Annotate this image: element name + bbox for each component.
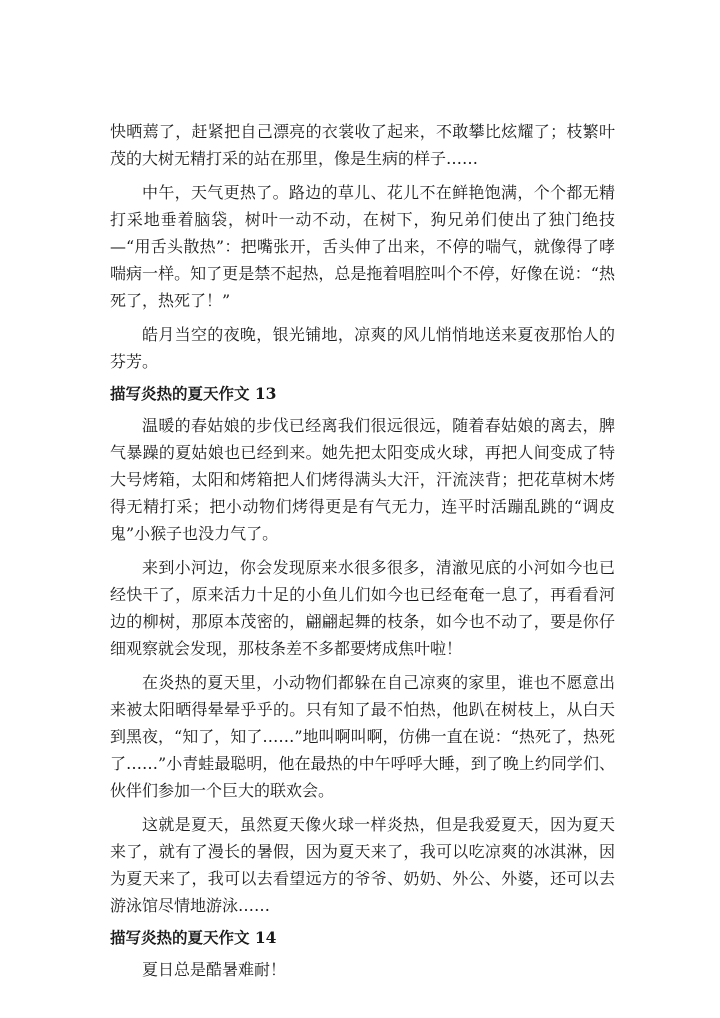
- essay-heading-14: 描写炎热的夏天作文 14: [110, 928, 277, 947]
- document-page: [110, 118, 615, 990]
- paragraph-wilted-continuation: 快晒蔫了，赶紧把自己漂亮的衣裳收了起来，不敢攀比炫耀了；枝繁叶茂的大树无精打采的站在那里，像是生病的样子……: [110, 122, 615, 168]
- paragraph-river: 来到小河边，你会发现原来水很多很多，清澈见底的小河如今也已经快干了，原来活力十足的小鱼儿们如今也已经奄奄一息了，再看看河边的柳树，那原本茂密的，翩翩起舞的枝条，如今也不动了，要是你仔细观察就会发现，那枝条差不多都要烤成焦叶啦！: [110, 558, 615, 658]
- paragraph-animals: 在炎热的夏天里，小动物们都躲在自己凉爽的家里，谁也不愿意出来被太阳晒得晕晕乎乎的。只有知了最不怕热，他趴在树枝上，从白天到黑夜，“知了，知了……”地叫啊叫啊，仿佛一直在说：“热死了，热死了……”小青蛙最聪明，他在最热的中午呼呼大睡，到了晚上约同学们、伙伴们参加一个巨大的联欢会。: [110, 673, 615, 800]
- essay-heading-13: 描写炎热的夏天作文 13: [110, 384, 277, 403]
- paragraph-noon-heat: 中午，天气更热了。路边的草儿、花儿不在鲜艳饱满，个个都无精打采地垂着脑袋，树叶一动不动，在树下，狗兄弟们使出了独门绝技—“用舌头散热”：把嘴张开，舌头伸了出来，不停的喘气，就像得了哮喘病一样。知了更是禁不起热，总是拖着唱腔叫个不停，好像在说：“热死了，热死了！”: [110, 183, 615, 310]
- paragraph-love-summer: 这就是夏天，虽然夏天像火球一样炎热，但是我爱夏天，因为夏天来了，就有了漫长的暑假，因为夏天来了，我可以吃凉爽的冰淇淋，因为夏天来了，我可以去看望远方的爷爷、奶奶、外公、外婆，还可以去游泳馆尽情地游泳……: [110, 815, 615, 915]
- paragraph-moonlit-night: 皓月当空的夜晚，银光铺地，凉爽的风儿悄悄地送来夏夜那怡人的芬芳。: [110, 325, 615, 371]
- paragraph-summer-arrives: 温暖的春姑娘的步伐已经离我们很远很远，随着春姑娘的离去，脾气暴躁的夏姑娘也已经到来。她先把太阳变成火球，再把人间变成了特大号烤箱，太阳和烤箱把人们烤得满头大汗，汗流浃背；把花草树木烤得无精打采；把小动物们烤得更是有气无力，连平时活蹦乱跳的“调皮鬼”小猴子也没力气了。: [110, 416, 615, 543]
- paragraph-summer-unbearable: 夏日总是酷暑难耐！: [142, 960, 287, 979]
